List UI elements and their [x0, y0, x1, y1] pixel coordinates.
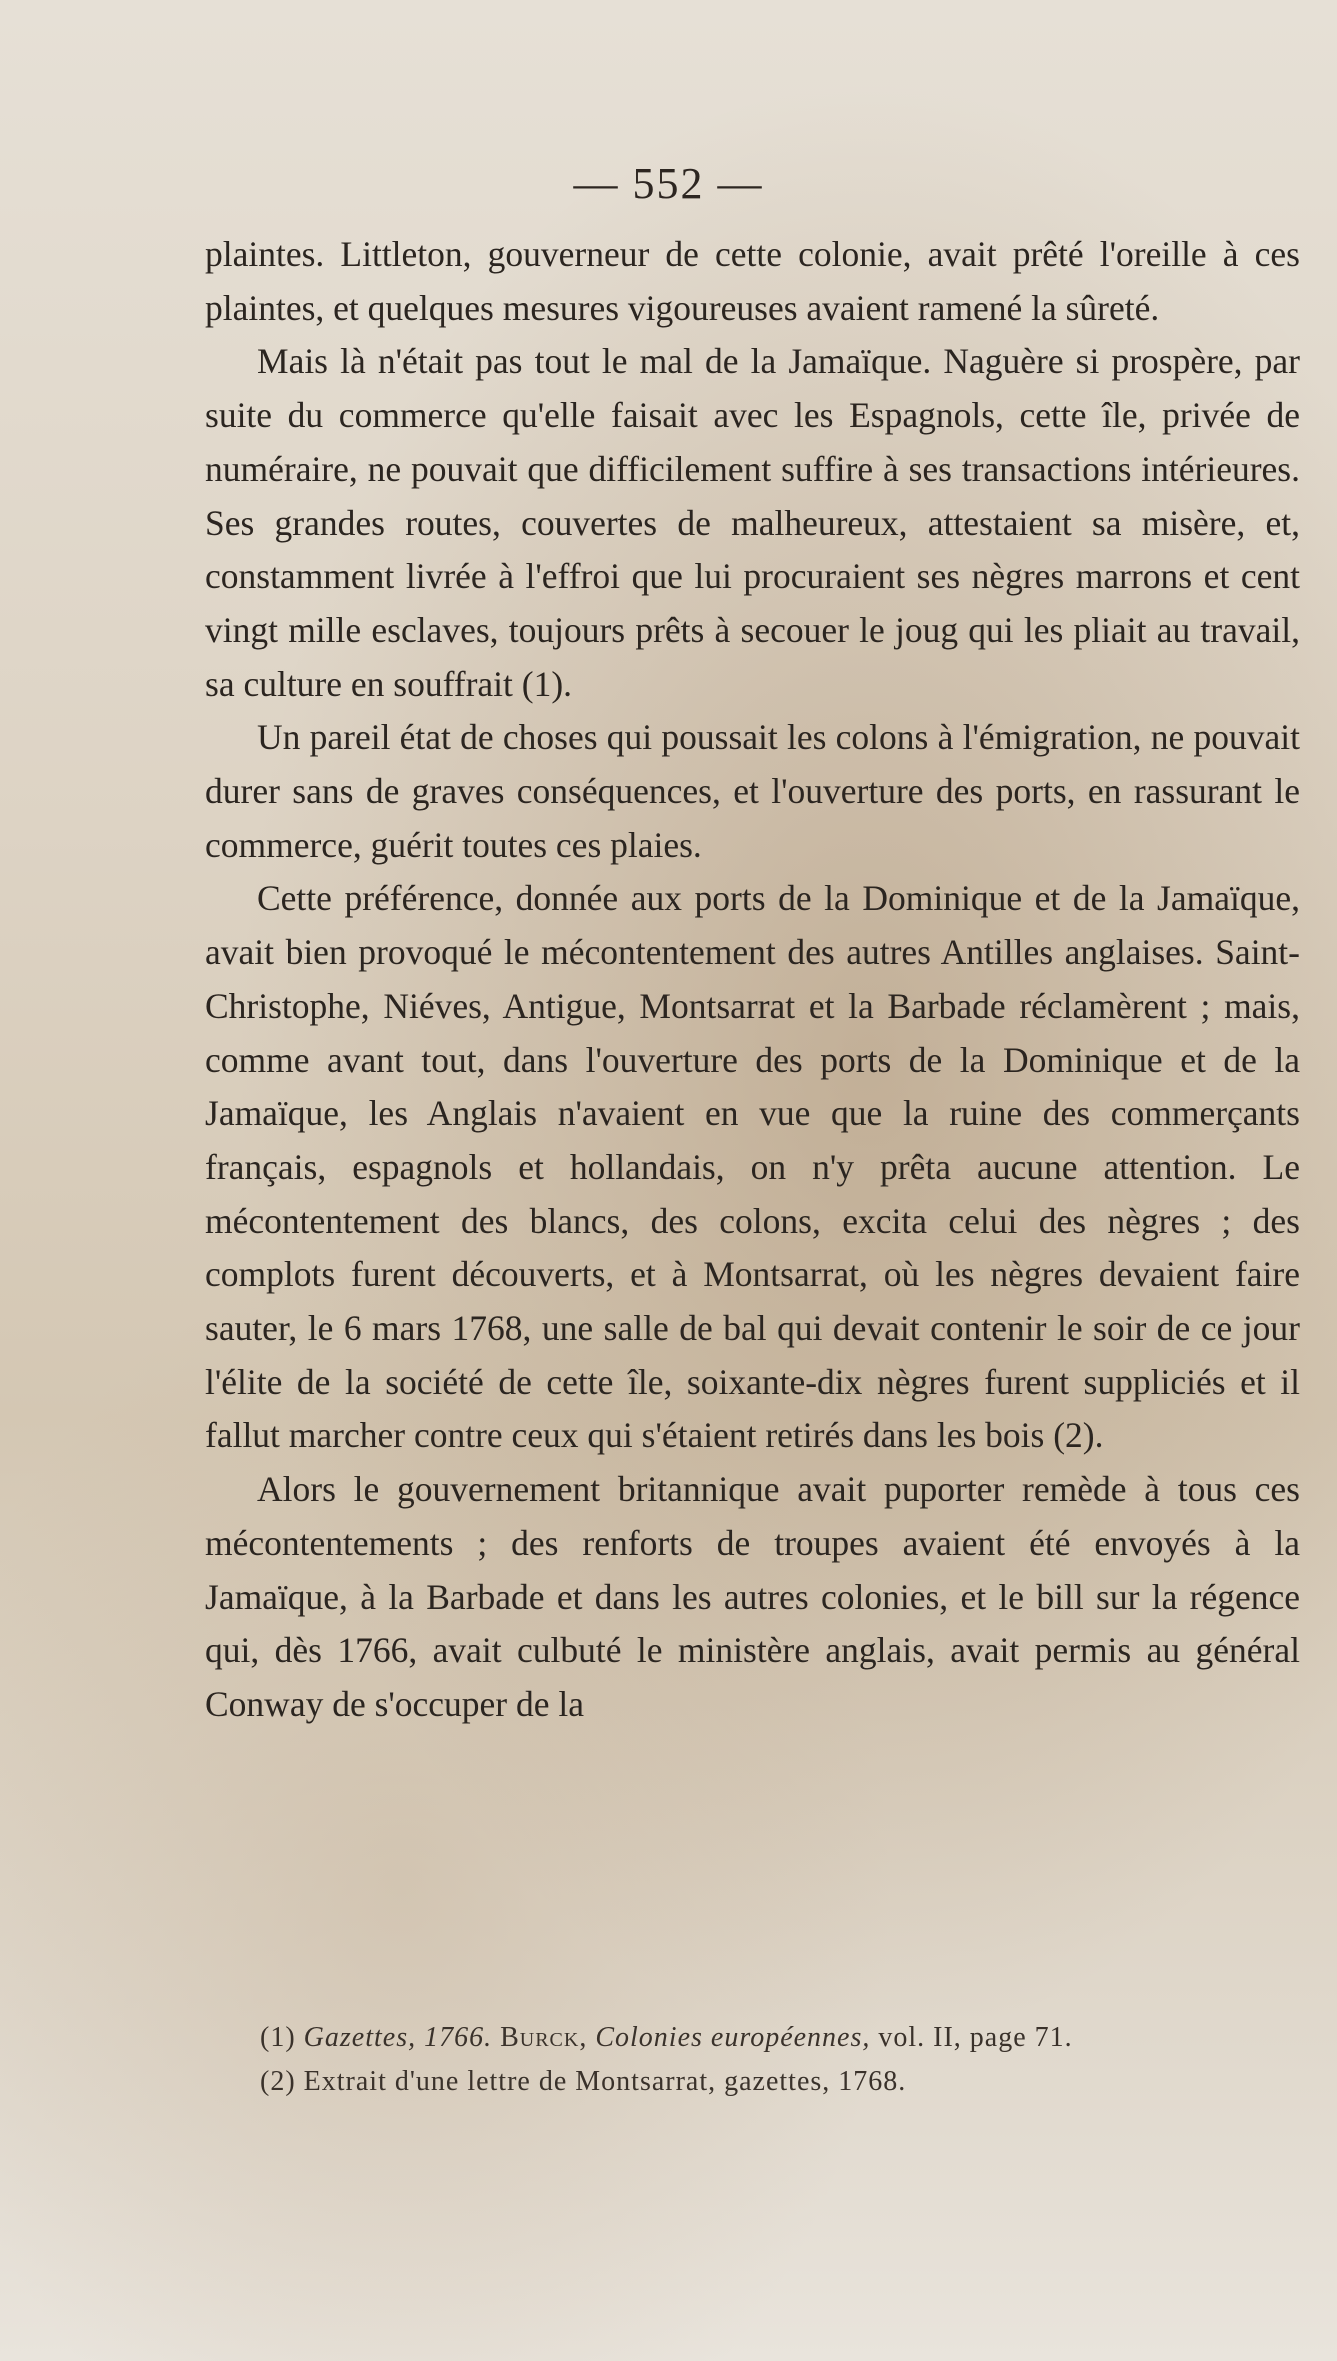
footnote-1-work: Colonies européennes,	[595, 2022, 871, 2053]
footnote-2	[260, 2060, 1300, 2104]
footnote-1-source: Gazettes, 1766.	[303, 2022, 493, 2053]
paragraph-1: plaintes. Littleton, gouverneur de cette colonie, avait prêté l'oreille à ces plaintes, et quelques mesures vigoureuses avaient ramené la sûreté.	[205, 234, 1300, 328]
footnotes	[260, 2016, 1300, 2104]
paragraph-4: Cette préférence, donnée aux ports de la Dominique et de la Jamaïque, avait bien provoqué le mécontentement des autres Antilles anglaises. Saint-Christophe, Niéves, Antigue, Montsarrat et la Barbade réclamèrent ; mais, comme avant tout, dans l'ouverture des ports de la Dominique et de la Jamaïque, les Anglais n'avaient en vue que la ruine des commerçants français, espagnols et hollandais, on n'y prêta aucune attention. Le mécontentement des blancs, des colons, excita celui des nègres ; des complots furent découverts, et à Montsarrat, où les nègres devaient faire sauter, le 6 mars 1768, une salle de bal qui devait contenir le soir de ce jour l'élite de la société de cette île, soixante-dix nègres furent suppliciés et il fallut marcher contre ceux qui s'étaient retirés dans les bois (2).	[205, 878, 1300, 1456]
footnote-1	[260, 2016, 1300, 2060]
paragraph-3: Un pareil état de choses qui poussait les colons à l'émigration, ne pouvait durer sans de graves conséquences, et l'ouverture des ports, en rassurant le commerce, guérit toutes ces plaies.	[205, 717, 1300, 865]
page-number: — 552 —	[573, 159, 764, 208]
body-text	[205, 228, 1300, 1732]
footnote-2-marker: (2)	[260, 2066, 296, 2097]
footnote-2-text: Extrait d'une lettre de Montsarrat, gazettes, 1768.	[303, 2066, 907, 2097]
paragraph-5: Alors le gouvernement britannique avait puporter remède à tous ces mécontentements ; des renforts de troupes avaient été envoyés à la Jamaïque, à la Barbade et dans les autres colonies, et le bill sur la régence qui, dès 1766, avait culbuté le ministère anglais, avait permis au général Conway de s'occuper de la	[205, 1469, 1300, 1724]
footnote-1-ref: vol. II, page 71.	[878, 2022, 1073, 2053]
footnote-1-author: Burck,	[500, 2022, 588, 2053]
paragraph-2: Mais là n'était pas tout le mal de la Jamaïque. Naguère si prospère, par suite du commerce qu'elle faisait avec les Espagnols, cette île, privée de numéraire, ne pouvait que difficilement suffire à ses transactions intérieures. Ses grandes routes, couvertes de malheureux, attestaient sa misère, et, constamment livrée à l'effroi que lui procuraient ses nègres marrons et cent vingt mille esclaves, toujours prêts à secouer le joug qui les pliait au travail, sa culture en souffrait (1).	[205, 341, 1300, 704]
footnote-1-marker: (1)	[260, 2022, 296, 2053]
